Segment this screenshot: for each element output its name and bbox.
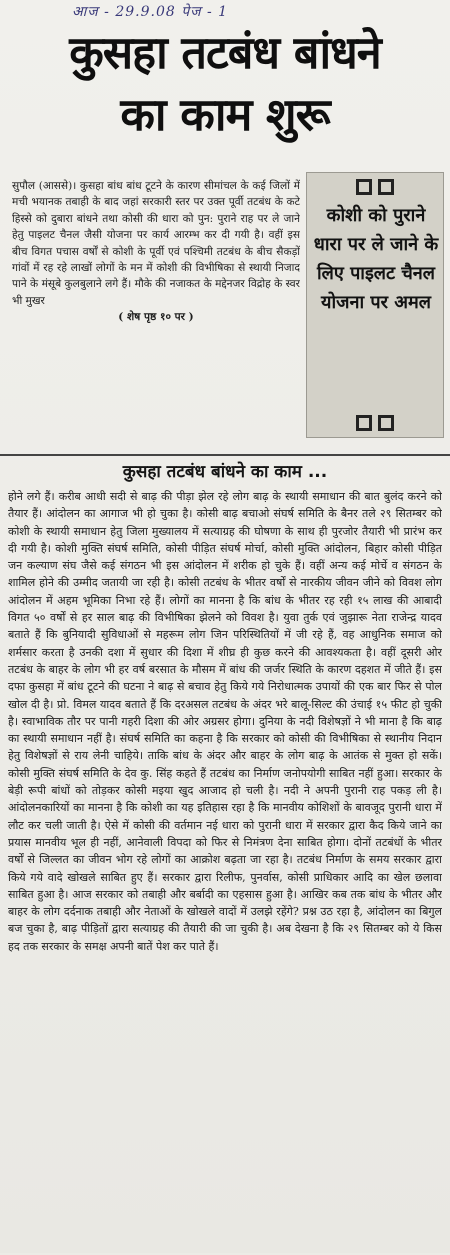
continuation-headline: कुसहा तटबंध बांधने का काम ... bbox=[122, 462, 328, 482]
sidebar-box bbox=[306, 172, 444, 438]
hollow-square-icon bbox=[378, 415, 394, 431]
sidebar-text: कोशी को पुराने धारा पर ले जाने के लिए पाइलट चैनल योजना पर अमल bbox=[313, 205, 439, 313]
hollow-square-icon bbox=[356, 415, 372, 431]
hollow-square-icon bbox=[356, 179, 372, 195]
handwritten-dateline: आज - 29.9.08 पेज - 1 bbox=[72, 4, 229, 20]
continued-note: ( शेष पृष्ठ १० पर ) bbox=[118, 311, 194, 324]
main-headline bbox=[0, 22, 450, 146]
headline-line-2: का काम शुरू bbox=[120, 88, 330, 141]
headline-line-1: कुसहा तटबंध बांधने bbox=[69, 26, 381, 79]
lead-text: सुपौल (आससे)। कुसहा बांध बांध टूटने के कारण सीमांचल के कई जिलों में मची भयानक तबाही के बाद जहां सरकारी स्तर पर उक्त पूर्वी तटबंध के कटे हिस्से को दुबारा बांधने तथा कोसी की धारा को पुन: पुराने राह पर ले जाने हेतु पाइलट चैनल जैसी योजना पर कार्य आरम्भ कर दी गयी है। वहीं इस बीच विगत पचास वर्षों से कोशी के पूर्वी एवं पश्चिमी तटबंध के बीच सैकड़ों गांवों में रह रहे लाखों लोगों के मन में कोशी की विभीषिका से स्थायी निजाद पाने के मंसूबे कुलबुलाने लगे हैं। मौके की नजाकत के मद्देनजर विद्रोह के स्वर भी मुखर bbox=[12, 180, 300, 307]
sidebar-top-markers bbox=[307, 179, 443, 195]
continuation-section bbox=[0, 454, 450, 1255]
lead-paragraph bbox=[12, 178, 300, 426]
continuation-text: होने लगे हैं। करीब आधी सदी से बाढ़ की पीड़ा झेल रहे लोग बाढ़ के स्थायी समाधान की बात बुलंद करने को तैयार हैं। आंदोलन का आगाज भी हो चुका है। कोसी बाढ़ बचाओ संघर्ष समिति के बैनर तले २९ सितम्बर को कोशी के स्थायी समाधान हेतु जिला मुख्यालय में सत्याग्रह की घोषणा के साथ ही पुरजोर तैयारी भी प्रारंभ कर दी गयी है। कोशी मुक्ति संघर्ष समिति, कोसी पीड़ित संघर्ष मोर्चा, कोसी मुक्ति आंदोलन, बिहार कोसी पीड़ित जन कल्याण संघ जैसे कई संगठन भी इस आंदोलन में शरीक हो चुके हैं। वहीं अन्य कई मोर्चे व संगठन के शामिल होने की उम्मीद जतायी जा रही है। कोसी तटबंध के भीतर वर्षों से नारकीय जीवन जीने को विवश लोग आंदोलन में अहम भूमिका निभा रहे हैं। लोगों का मानना है कि बांध के भीतर रह रही १५ लाख की आबादी विगत ५० वर्षों से हर साल बाढ़ की विभीषिका झेलने को विवश है। युवा तुर्क एवं जुझारू नेता राजेन्द्र यादव बताते हैं कि बुनियादी सुविधाओं से महरूम लोग जिन परिस्थितियों में जी रहे हैं, वह आधुनिक समाज को शर्मसार करता है उनकी दशा में सुधार की दिशा में शीघ्र ही कुछ करने की आवश्यकता है। वहीं दूसरी ओर तटबंध के बाहर के लोग भी हर वर्ष बरसात के मौसम में बांध की जर्जर स्थिति के कारण दहशत में जीते हैं। इस दफा कुसहा में बांध टूटने की घटना ने बाढ़ से बचाव हेतु किये गये निरोधात्मक उपायों की एक बार फिर से पोल खोल दी है। प्रो. विमल यादव बताते हैं कि दरअसल तटबंध के अंदर भरे बालू-सिल्ट की उंचाई १५ फीट हो चुकी है। स्वाभाविक तौर पर पानी गहरी दिशा की ओर अग्रसर होगा। दुनिया के नदी विशेषज्ञों ने भी माना है कि बाढ़ का स्थायी समाधान नहीं है। संघर्ष समिति का कहना है कि सरकार को कोसी की विभीषिका से स्थानीय निदान हेतु विशेषज्ञों से राय लेनी चाहिये। ताकि बांध के अंदर और बाहर के लोग बाढ़ के आतंक से मुक्त हो सकें। कोसी मुक्ति संघर्ष समिति के देव कु. सिंह कहते हैं तटबंध का निर्माण जनोपयोगी साबित नहीं हुआ। सरकार के बेड़ी रूपी बांधों को तोड़कर कोसी मइया खुद आजाद हो चली है। नदी ने अपनी पुरानी राह पकड़ ली है। आंदोलनकारियों का मानना है कि कोशी का यह इतिहास रहा है कि मानवीय कोशिशों के बावजूद पुरानी धारा में लौट कर चली जाती है। ऐसे में कोसी की वर्तमान नई धारा को पुरानी धारा में सरकार द्वारा कैद किये जाने का प्रयास मानवीय भूल ही नहीं, आनेवाली विपदा को फिर से निमंत्रण देना साबित होगा। दोनों तटबंधों के भीतर वर्षों से जिल्लत का जीवन भोग रहे लोगों का आक्रोश बढ़ता जा रहा है। तटबंध निर्माण के समय सरकार द्वारा किये गये वादे खोखले साबित हुए हैं। सरकार द्वारा रिलीफ, पुनर्वास, कोसी प्राधिकार आदि का खेल छलावा साबित हुआ है। आज सरकार को तबाही और बर्बादी का एहसास हुआ है। आखिर कब तक बांध के भीतर और बाहर के लोग दर्दनाक तबाही और नेताओं के खोखले वादों में उलझे रहेंगे? प्रश्न उठ रहा है, आंदोलन का बिगुल बज चुका है, बाढ़ पीड़ितों द्वारा सत्याग्रह की तैयारी की जा चुकी है। अब देखना है कि २९ सितम्बर को ये किस हद तक सरकार के समक्ष अपनी बातें पेश कर पाते हैं। bbox=[8, 490, 442, 953]
hollow-square-icon bbox=[378, 179, 394, 195]
sidebar-bottom-markers bbox=[307, 415, 443, 431]
